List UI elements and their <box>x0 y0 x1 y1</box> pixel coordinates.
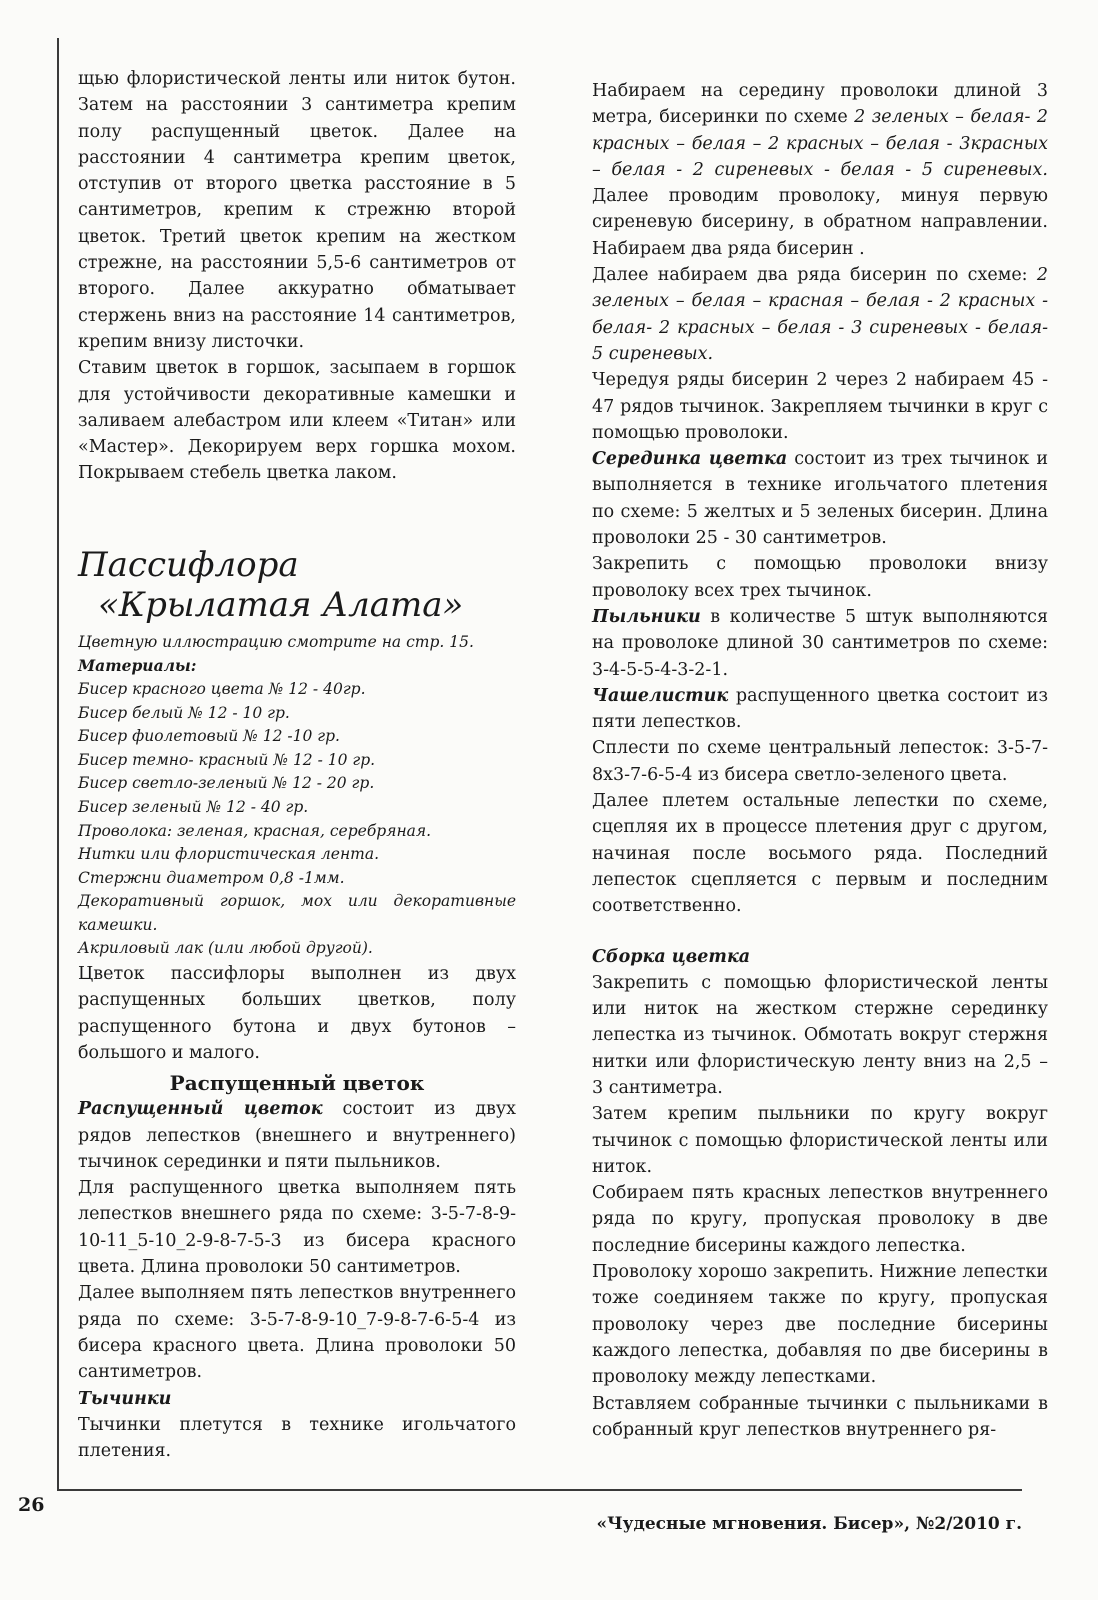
materials-item: Бисер белый № 12 - 10 гр. <box>78 703 290 722</box>
paragraph: Затем крепим пыльники по кругу вокруг тычинок с помощью флористической ленты или ниток. <box>592 1104 1048 1177</box>
illustration-note: Цветную иллюстрацию смотрите на стр. 15. <box>78 632 474 651</box>
materials-item: Бисер зеленый № 12 - 40 гр. <box>78 797 309 816</box>
materials-item: Бисер светло-зеленый № 12 - 20 гр. <box>78 774 375 793</box>
left-margin-rule <box>57 38 59 1490</box>
paragraph: Собираем пять красных лепестков внутреннего ряда по кругу, пропуская проволоку в две последние бисерины каждого лепестка. <box>592 1183 1048 1256</box>
bead-scheme: 2 зеленых – белая- 2 красных – белая – 2 красных – белая - 3красных – белая - 2 сиреневых - белая - 5 сиреневых. <box>592 107 1048 180</box>
materials-item: Акриловый лак (или любой другой). <box>78 939 373 958</box>
run-in-heading: Тычинки <box>78 1388 172 1409</box>
paragraph: Проволоку хорошо закрепить. Нижние лепестки тоже соединяем также по кругу, пропуская проволоку через две последние бисерины каждого лепестка, добавляя по две бисерины в проволоку между лепестками. <box>592 1262 1048 1388</box>
paragraph: Тычинки плетутся в технике игольчатого плетения. <box>78 1414 516 1462</box>
materials-item: Нитки или флористическая лента. <box>78 845 380 864</box>
paragraph: Набираем на середину проволоки длиной 3 метра, бисеринки по схеме 2 зеленых – белая- 2 красных – белая – 2 красных – белая - 3красных – белая - 2 сиреневых - белая - 5 сиреневых. Далее проводим проволоку, минуя первую сиреневую бисерину, в обратном направлении. Набираем два ряда бисерин . <box>592 81 1048 259</box>
section-heading: Сборка цветка <box>592 946 751 967</box>
materials-item: Декоративный горшок, мох или декоративные камешки. <box>78 892 516 934</box>
materials-item: Бисер темно- красный № 12 - 10 гр. <box>78 750 376 769</box>
paragraph: Закрепить с помощью флористической ленты или ниток на жестком стержне серединку лепестка из тычинок. Обмотать вокруг стержня нитки или флористическую ленту вниз на 2,5 – 3 сантиметра. <box>592 972 1048 1098</box>
paragraph: Чашелистик распущенного цветка состоит из пяти лепестков. <box>592 685 1048 733</box>
materials-item: Бисер фиолетовый № 12 -10 гр. <box>78 727 340 746</box>
materials-heading: Материалы: <box>78 656 197 676</box>
run-in-heading: Серединка цветка <box>592 449 788 470</box>
paragraph: Чередуя ряды бисерин 2 через 2 набираем 45 - 47 рядов тычинок. Закрепляем тычинки в круг с помощью проволоки. <box>592 370 1048 443</box>
right-column <box>592 78 1048 1443</box>
run-in-heading: Чашелистик <box>592 685 729 706</box>
paragraph: Распущенный цветок состоит из двух рядов лепестков (внешнего и внутреннего) тычинок серединки и пяти пыльников. <box>78 1099 517 1172</box>
paragraph: щью флористической ленты или ниток бутон. Затем на расстоянии 3 сантиметра крепим полу распущенный цветок. Далее на расстоянии 4 сантиметра крепим цветок, отступив от второго цветка расстояние в 5 сантиметров, крепим к стрежню второй цветок. Третий цветок крепим на жестком стрежне, на расстоянии 5,5-6 сантиметров от второго. Далее аккуратно обматывает стержень вниз на расстояние 14 сантиметров, крепим внизу листочки. <box>78 69 516 352</box>
footer-rule <box>57 1489 1022 1491</box>
materials-item: Стержни диаметром 0,8 -1мм. <box>78 868 345 887</box>
left-column <box>78 66 516 1464</box>
article-title <box>78 545 516 625</box>
paragraph: Цветок пассифлоры выполнен из двух распущенных больших цветков, полу распущенного бутона и двух бутонов – большого и малого. <box>78 964 516 1063</box>
paragraph: Закрепить с помощью проволоки внизу проволоку всех трех тычинок. <box>592 554 1048 601</box>
paragraph: Для распущенного цветка выполняем пять лепестков внешнего ряда по схеме: 3-5-7-8-9-10-11_5-10_2-9-8-7-5-3 из бисера красного цвета. Длина проволоки 50 сантиметров. <box>78 1178 516 1278</box>
paragraph: Сплести по схеме центральный лепесток: 3-5-7-8х3-7-6-5-4 из бисера светло-зеленого цвета. <box>592 738 1048 785</box>
title-line-1: Пассифлора <box>78 544 299 585</box>
paragraph: Вставляем собранные тычинки с пыльниками в собранный круг лепестков внутреннего ря- <box>592 1393 1048 1440</box>
paragraph: Далее набираем два ряда бисерин по схеме: 2 зеленых – белая – красная – белая - 2 красных - белая- 2 красных – белая - 3 сиреневых - белая- 5 сиреневых. <box>592 265 1048 364</box>
materials-item: Проволока: зеленая, красная, серебряная. <box>78 821 432 840</box>
materials-item: Бисер красного цвета № 12 - 40гр. <box>78 679 366 698</box>
journal-title: «Чудесные мгновения. Бисер», №2/2010 г. <box>596 1514 1022 1534</box>
paragraph: Пыльники в количестве 5 штук выполняются на проволоке длиной 30 сантиметров по схеме: 3-4-5-5-4-3-2-1. <box>592 606 1048 680</box>
paragraph: Далее выполняем пять лепестков внутреннего ряда по схеме: 3-5-7-8-9-10_7-9-8-7-6-5-4 из бисера красного цвета. Длина проволоки 50 сантиметров. <box>78 1283 516 1383</box>
bead-scheme: 2 зеленых – белая – красная – белая - 2 красных - белая- 2 красных – белая - 3 сиреневых - белая- 5 сиреневых. <box>592 265 1048 364</box>
paragraph: Далее плетем остальные лепестки по схеме, сцепляя их в процессе плетения друг с другом, начиная после восьмого ряда. Последний лепесток сцепляется с первым и последним соответственно. <box>592 791 1048 917</box>
section-heading: Распущенный цветок <box>169 1071 425 1096</box>
materials-list <box>78 678 516 961</box>
title-line-2: «Крылатая Алата» <box>98 584 464 625</box>
paragraph: Серединка цветка состоит из трех тычинок и выполняется в технике игольчатого плетения по схеме: 5 желтых и 5 зеленых бисерин. Длина проволоки 25 - 30 сантиметров. <box>592 449 1048 549</box>
page-number: 26 <box>18 1494 45 1516</box>
run-in-heading: Распущенный цветок <box>78 1099 323 1120</box>
run-in-heading: Пыльники <box>592 606 701 627</box>
paragraph: Ставим цветок в горшок, засыпаем в горшок для устойчивости декоративные камешки и заливаем алебастром или клеем «Титан» или «Мастер». Декорируем верх горшка мохом. Покрываем стебель цветка лаком. <box>78 358 516 484</box>
